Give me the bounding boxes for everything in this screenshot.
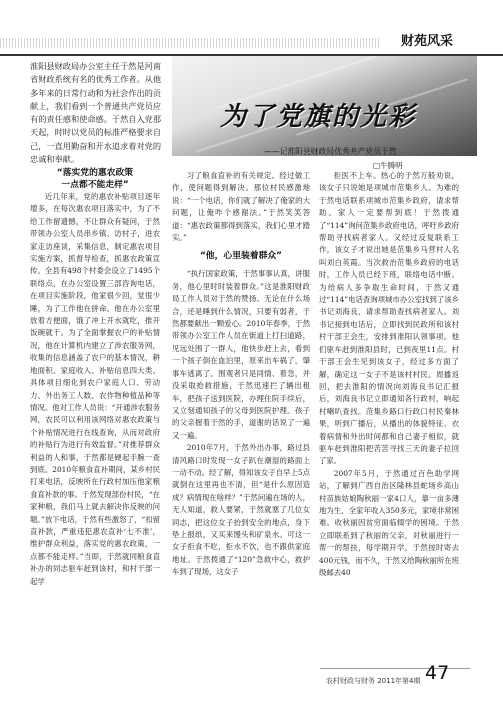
paragraph: 2007年5月，于然通过百色助学网站，了解到广西自治区隆林县蛇场乡高山村苗族姑娘陶秋丽一家4口人，靠一亩多薄地为生，全家年收入350多元，家境非常困难。收秋丽因贫穷面临辍学的困境。于然立即联系到了秋丽的父亲，对秋丽进行一帮一的帮扶，每学期开学，于然按时寄去400元钱，而不久，于然又给陶秋丽所在班级邮去40 (319, 468, 459, 577)
page-number: 47 (425, 662, 450, 684)
header-decoration (0, 38, 380, 48)
column-1 (30, 167, 160, 588)
section-heading-2: “他，心里装着群众” (200, 251, 282, 262)
paragraph: “执行国家政策，于然事事认真，讲服务，他心里时时装着群众。”这是淮阳财政局工作人员对于然的赞扬。无论在什么场合，还是睡到什么情况，只要有弱者，于然都要献出一颗爱心。2010年春季，于然带领办公室工作人员在街道上打扫道路，见远处围了一群人，他快步赶上去，看到一个孩子倒在血泊里，原来出车祸了，肇事车逃离了。围观者只是同情、着急，并没采取抢救措施，于然迅速拦了辆出租车，把孩子送到医院，办理住院手续后，又立刻通知孩子的父母到医院护理。孩子的父亲握着于然的手，道谢的话说了一遍又一遍。 (172, 269, 310, 440)
journal-footer: 农村财政与财务 2011年第4期 (326, 677, 421, 685)
column-3 (319, 170, 459, 579)
column-2 (172, 170, 310, 579)
article-subtitle: ——记淮阳县财政局优秀共产党员于然 (264, 147, 397, 156)
paragraph: 2010年7月，于然外出办事，路过县清风路口时发现一女子趴在潮湿的路面上一动不动。经了解，得知该女子自早上5点就倒在这里再也不清，但“是什么原因造成？病情现在啥样？”于然问遍在场的人，无人知道，救人要紧，于然就塞了几位女同志，把这位女子抬到安全的地点，身下垫上报纸，又买来馒头和矿泉水。可这一女子拒食不吃，拒水不饮，也不跟供家庭地址。于然拨通了“120”急救中心，救护车到了现场，这女子 (172, 443, 310, 577)
author-byline: □牛腾明 (373, 161, 403, 170)
paragraph: 近几年来，党的惠农补贴项目逐年增多，在每次惠农项目落实中，为了不给工作留遗憾，不让群众有疑问，于然带领办公室人员串乡镇、访村子，进农家走访座谈，采集信息，制定惠农项目实施方案，抓督导检查，抓惠农政策宣传。全县有498个村委会设立了1495个联络点，在办公室设置三部咨询电话，在项目实施阶段，他家很少回，觉很少睡，为了工作他在拼命。他在办公室里放着方便面，饿了冲上开水就吃，推开饭碗就干。为了全面掌握农户的补贴情况，他在计算机内建立了涉农服务网，收集的信息涵盖了农户的基本情况，耕地面积、家庭收入、补贴信息四大类。具体项目细化到农户家庭人口、劳动力、外出务工人数、农作物种植品种等情况。他对工作人员说：“开通涉农服务网，农民可以利用该网络对惠农政策与个补贴情况进行在线查询，从而对政府的补贴行为进行有效监督。”对推荐群众利益的人和事，于然都是硬起手腕一查到底。2010年粮食直补期间，某乡村民打来电话，反映所在行政村加压他家粮食直补款的事。于然发现部份村民，“在家种粮，我们马上就去解决你反映的问题。”放下电话，于然有些激怒了，“扣留直补款，严重违犯惠农直补‘七不准’，维护群众利益，落实党的惠农政策，一点都不能走样。”当即，于然就同粮食直补办的同志驱车赶到该村，和村干部一起学 (30, 192, 160, 586)
article-title: 为了党旗的光彩 (220, 102, 417, 132)
paragraph: 习了粮食直补的有关规定。经过做工作，使问题得到解决。那位村民感激地说：“一个电话，你们就了解决了俺家的大问题，让俺咋个感谢法。”于然笑笑答道：“惠农政策都得到落实，我们心里才踏实。” (172, 171, 310, 243)
paragraph: 拒医不上车。热心的于然万般劝说，该女子只说她是项城市范集乡人。为难的于然电话联系项城市范集乡政府，请求帮助。家人一定要帮到底！于然拨通了“114”询问范集乡政府电话，呼吁乡政府帮助寻找病者家人。又经过反复联系工作，该女子才说出她是范集乡马营村人名叫刘白英霞。当次救治范集乡政府的电话时，工作人员已经下班，联络电话中断。为给病人多争取生命时间，于然又通过“114”电话查询项城市办公室找到了该乡书记刘海良，请求帮助查找病者家人。刘书记接到电话后，立即找到民政所和该村村干部王会生，安排到准阳认领事项。他们驱车赶到淮阳县时，已到夜里11点。村干部王会生见到该女子，经过多方面了解，确定这一女子不是该村村民。周播返回，把去淮阳的情况向刘海良书记汇报后，刘海良书记立即通知各行政村，响起村喇叭查找。范集乡路口行政口村民秦林果，听到广播后，从播出的体貌特征、衣着病情和外出时间都和自己妻子相似，就驱车赶到淮阳把苦苦寻找三天的妻子拉回了家。 (319, 171, 459, 466)
section-heading-1: “落实党的惠农政策 一点都不能走样” (56, 168, 134, 190)
column-name: 财苑风采 (400, 34, 453, 49)
page-header (0, 14, 503, 48)
article-banner (172, 56, 477, 166)
article-intro: 淮阳县财政局办公室主任于然是河南省财政系统有名的优秀工作者。从他多年来的日常行动和为社会作出的贡献上，我们看到一个普通共产党员应有的责任感和使命感。于然自入党那天起，时时以党员的标准严格要求自己，一直用勤奋和开水追求着对党的忠诚和奉献。 (30, 61, 162, 165)
